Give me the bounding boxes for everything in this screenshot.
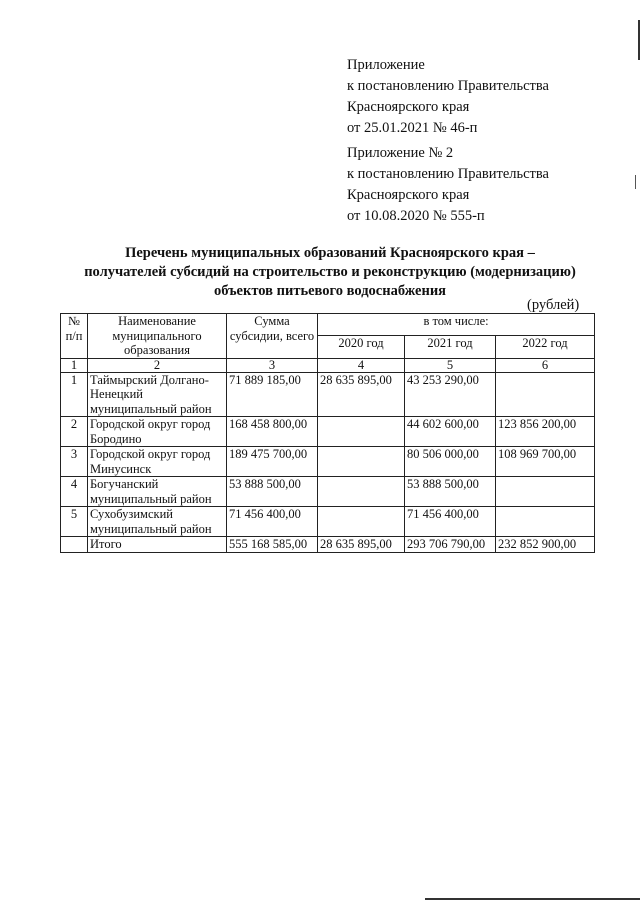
- title-line-3: объектов питьевого водоснабжения: [213, 283, 447, 299]
- row-2022: 123 856 200,00: [496, 417, 595, 447]
- scan-bottom-line: [425, 898, 640, 900]
- table-row: [61, 417, 595, 447]
- row-2022: [496, 372, 595, 417]
- row-2022: [496, 477, 595, 507]
- total-2022: 232 852 900,00: [496, 537, 595, 553]
- annex-2-line-4: от 10.08.2020 № 555-п: [347, 208, 485, 224]
- header-including: в том числе:: [318, 314, 595, 336]
- row-total: 53 888 500,00: [227, 477, 318, 507]
- row-num: 4: [61, 477, 88, 507]
- row-2020: [318, 507, 405, 537]
- row-2020: [318, 477, 405, 507]
- row-num: 3: [61, 447, 88, 477]
- annex-2-line-3: Красноярского края: [347, 187, 470, 203]
- total-2021: 293 706 790,00: [405, 537, 496, 553]
- row-total: 168 458 800,00: [227, 417, 318, 447]
- row-2020: 28 635 895,00: [318, 372, 405, 417]
- row-total: 189 475 700,00: [227, 447, 318, 477]
- table-row: [61, 477, 595, 507]
- document-title: [40, 244, 620, 301]
- header-2022: 2022 год: [496, 336, 595, 358]
- row-2021: 53 888 500,00: [405, 477, 496, 507]
- total-2020: 28 635 895,00: [318, 537, 405, 553]
- header-2020: 2020 год: [318, 336, 405, 358]
- scan-edge-tick: [635, 175, 636, 189]
- row-2021: 43 253 290,00: [405, 372, 496, 417]
- row-num: 2: [61, 417, 88, 447]
- row-name: Городской округ город Бородино: [88, 417, 227, 447]
- row-name: Богучанский муниципальный район: [88, 477, 227, 507]
- row-2022: 108 969 700,00: [496, 447, 595, 477]
- column-number: 5: [405, 358, 496, 372]
- row-2021: 44 602 600,00: [405, 417, 496, 447]
- annex-1-line-4: от 25.01.2021 № 46-п: [347, 120, 478, 136]
- row-name: Сухобузимский муниципальный район: [88, 507, 227, 537]
- row-total: 71 456 400,00: [227, 507, 318, 537]
- title-line-1: Перечень муниципальных образований Красноярского края –: [125, 245, 535, 261]
- column-numbers-row: [61, 358, 595, 372]
- annex-block-1: [347, 55, 549, 139]
- annex-2-line-2: к постановлению Правительства: [347, 166, 549, 182]
- annex-1-line-2: к постановлению Правительства: [347, 78, 549, 94]
- table-row: [61, 447, 595, 477]
- annex-2-line-1: Приложение № 2: [347, 145, 454, 161]
- column-number: 1: [61, 358, 88, 372]
- column-number: 6: [496, 358, 595, 372]
- subsidy-table: [60, 313, 595, 553]
- header-total: Сумма субсидии, всего: [227, 314, 318, 359]
- row-num: 5: [61, 507, 88, 537]
- column-number: 2: [88, 358, 227, 372]
- currency-unit: (рублей): [527, 297, 580, 313]
- row-name: Городской округ город Минусинск: [88, 447, 227, 477]
- total-sum: 555 168 585,00: [227, 537, 318, 553]
- table-header-row: [61, 314, 595, 336]
- row-2020: [318, 417, 405, 447]
- annex-block-2: [347, 143, 549, 227]
- row-2020: [318, 447, 405, 477]
- row-name: Таймырский Долгано-Ненецкий муниципальный район: [88, 372, 227, 417]
- table-row: [61, 507, 595, 537]
- column-number: 4: [318, 358, 405, 372]
- row-total: 71 889 185,00: [227, 372, 318, 417]
- row-num: 1: [61, 372, 88, 417]
- row-2021: 71 456 400,00: [405, 507, 496, 537]
- table-row: [61, 372, 595, 417]
- total-label: Итого: [88, 537, 227, 553]
- annex-1-line-1: Приложение: [347, 57, 425, 73]
- annex-1-line-3: Красноярского края: [347, 99, 470, 115]
- title-line-2: получателей субсидий на строительство и реконструкцию (модернизацию): [84, 264, 576, 280]
- row-2021: 80 506 000,00: [405, 447, 496, 477]
- header-num: № п/п: [61, 314, 88, 359]
- total-num: [61, 537, 88, 553]
- header-2021: 2021 год: [405, 336, 496, 358]
- header-name: Наименование муниципального образования: [88, 314, 227, 359]
- row-2022: [496, 507, 595, 537]
- table-total-row: [61, 537, 595, 553]
- column-number: 3: [227, 358, 318, 372]
